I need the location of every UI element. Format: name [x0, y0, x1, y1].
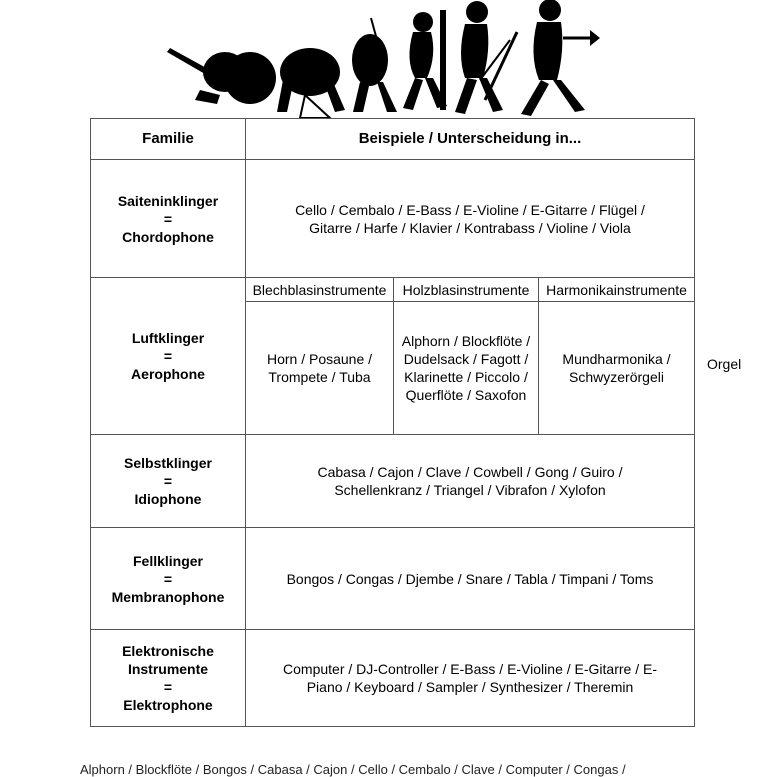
examples-brass: Horn / Posaune / Trompete / Tuba — [246, 302, 394, 435]
subheader-woodwind: Holzblasinstrumente — [394, 278, 539, 302]
examples-idiophone: Cabasa / Cajon / Clave / Cowbell / Gong / Guiro / Schellenkranz / Triangel / Vibrafon / Xylofon — [246, 435, 695, 528]
examples-elektrophone: Computer / DJ-Controller / E-Bass / E-Violine / E-Gitarre / E-Piano / Keyboard / Sampler / Synthesizer / Theremin — [246, 630, 695, 727]
instrument-family-table — [90, 118, 695, 727]
examples-chordophone: Cello / Cembalo / E-Bass / E-Violine / E-Gitarre / Flügel / Gitarre / Harfe / Klavier / Kontrabass / Violine / Viola — [246, 160, 695, 278]
side-note-orgel: Orgel — [707, 356, 742, 372]
subheader-harmonica: Harmonikainstrumente — [539, 278, 695, 302]
header-examples: Beispiele / Unterscheidung in... — [246, 119, 695, 160]
family-aerophone: Luftklinger = Aerophone — [91, 278, 246, 435]
family-elektrophone: Elektronische Instrumente = Elektrophone — [91, 630, 246, 727]
examples-membranophone: Bongos / Congas / Djembe / Snare / Tabla / Timpani / Toms — [246, 528, 695, 630]
family-idiophone: Selbstklinger = Idiophone — [91, 435, 246, 528]
examples-harmonica: Mundharmonika / Schwyzerörgeli — [539, 302, 695, 435]
footer-word-list: Alphorn / Blockflöte / Bongos / Cabasa / Cajon / Cello / Cembalo / Clave / Computer / Congas / — [80, 762, 626, 777]
family-membranophone: Fellklinger = Membranophone — [91, 528, 246, 630]
evolution-of-musicians-icon — [165, 0, 605, 118]
header-family: Familie — [91, 119, 246, 160]
family-chordophone: Saiteninklinger = Chordophone — [91, 160, 246, 278]
examples-woodwind: Alphorn / Blockflöte / Dudelsack / Fagott / Klarinette / Piccolo / Querflöte / Saxofon — [394, 302, 539, 435]
subheader-brass: Blechblasinstrumente — [246, 278, 394, 302]
